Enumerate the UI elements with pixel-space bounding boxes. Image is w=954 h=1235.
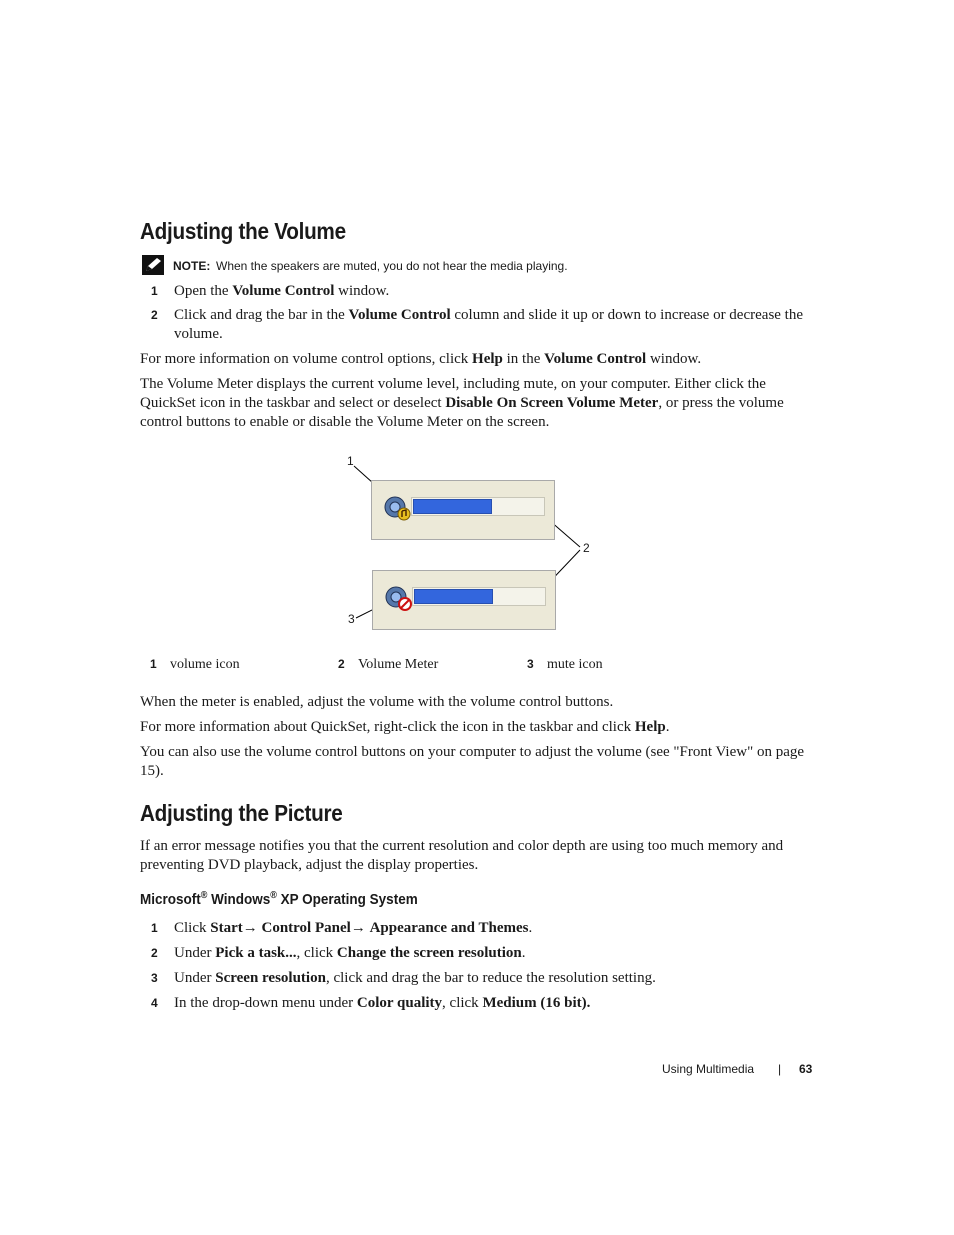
- step-text: Click and drag the bar in the Volume Control column and slide it up or down to increase or decrease the volume.: [174, 307, 804, 342]
- volume-meter-panel: [371, 480, 555, 540]
- legend-item-3: 3 mute icon: [527, 657, 603, 672]
- volume-speaker-icon: [383, 495, 411, 521]
- step-text: Under Screen resolution, click and drag the bar to reduce the resolution setting.: [174, 970, 656, 986]
- section-title-volume: Adjusting the Volume: [140, 218, 346, 244]
- footer-separator: |: [778, 1062, 782, 1076]
- step-number: 4: [151, 996, 158, 1010]
- step-text: Under Pick a task..., click Change the screen resolution.: [174, 945, 526, 961]
- callout-2: 2: [583, 541, 590, 555]
- note-label: NOTE:: [173, 259, 211, 273]
- note-pencil-icon: [142, 255, 164, 275]
- paragraph-quickset: For more information about QuickSet, right-click the icon in the taskbar and click Help.: [140, 719, 670, 735]
- volume-meter-fill: [413, 499, 492, 514]
- step-text: In the drop-down menu under Color quality, click Medium (16 bit).: [174, 995, 591, 1011]
- mute-speaker-icon: [384, 585, 412, 611]
- paragraph-volume-buttons: You can also use the volume control buttons on your computer to adjust the volume (see "Front View" on page 15).: [140, 744, 805, 779]
- note-text: When the speakers are muted, you do not hear the media playing.: [216, 259, 568, 273]
- callout-3: 3: [348, 612, 355, 626]
- step-number: 1: [151, 921, 158, 935]
- legend-item-1: 1 volume icon: [150, 657, 240, 672]
- paragraph-error-message: If an error message notifies you that the current resolution and color depth are using too much memory and preventing DVD playback, adjust the display properties.: [140, 838, 784, 873]
- step-number: 2: [151, 308, 158, 322]
- callout-1: 1: [347, 454, 354, 468]
- paragraph-volume-meter: The Volume Meter displays the current volume level, including mute, on your computer. Either click the QuickSet icon in the taskbar and select or deselect Disable On Screen Volume Meter, or press the volume control buttons to enable or disable the Volume Meter on the screen.: [140, 376, 784, 430]
- section-title-picture: Adjusting the Picture: [140, 800, 343, 826]
- subsection-title-windows-xp: Microsoft® Windows® XP Operating System: [140, 890, 418, 908]
- step-text: Click Start→ Control Panel→ Appearance and Themes.: [174, 920, 533, 936]
- step-number: 3: [151, 971, 158, 985]
- mute-meter-panel: [372, 570, 556, 630]
- volume-meter-fill: [414, 589, 493, 604]
- footer-page-number: 63: [799, 1062, 813, 1076]
- footer-section-name: Using Multimedia: [662, 1062, 755, 1076]
- volume-meter-figure: [340, 450, 600, 640]
- volume-meter-track: [411, 497, 545, 516]
- step-number: 1: [151, 284, 158, 298]
- volume-meter-track: [412, 587, 546, 606]
- note-box: [140, 255, 816, 277]
- legend-item-2: 2 Volume Meter: [338, 657, 439, 672]
- step-text: Open the Volume Control window.: [174, 283, 390, 299]
- paragraph-meter-enabled: When the meter is enabled, adjust the volume with the volume control buttons.: [140, 694, 614, 710]
- step-number: 2: [151, 946, 158, 960]
- paragraph-help: For more information on volume control options, click Help in the Volume Control window.: [140, 351, 702, 367]
